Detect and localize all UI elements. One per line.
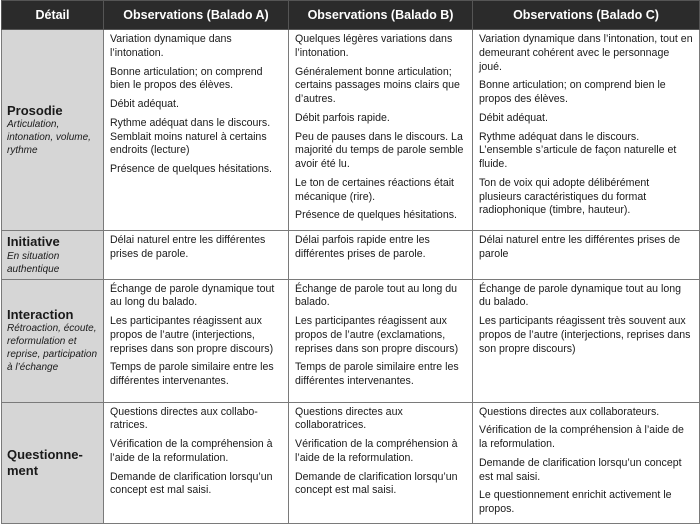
observation: Questions directes aux collaboratrices.: [295, 405, 403, 432]
header-balado-b: Observations (Balado B): [289, 1, 473, 30]
observation: Délai naturel entre les différentes prises de parole.: [110, 234, 266, 260]
observation: Échange de parole dynamique tout au long du balado.: [110, 282, 275, 309]
observation: Les participants réagissent très souvent aux propos de l’autre (interjections, reprises dans son propre discours): [479, 315, 691, 355]
row-title: Questionne-ment: [7, 447, 83, 478]
observation: Questions directes aux collaborateurs.: [479, 405, 660, 418]
cell-prosodie-c: [473, 30, 700, 231]
observation: Bonne articulation; on comprend bien le propos des élèves.: [110, 65, 263, 92]
header-detail: Détail: [2, 1, 104, 30]
header-balado-a: Observations (Balado A): [104, 1, 289, 30]
row-header-initiative: [2, 231, 104, 280]
observation: Délai naturel entre les différentes prises de parole: [479, 234, 681, 260]
cell-questionnement-c: [473, 402, 700, 523]
table-row: [2, 402, 700, 523]
observation: Le questionnement enrichit activement le propos.: [479, 489, 672, 516]
row-subtitle: En situation authentique: [7, 250, 60, 275]
observation: Vérification de la compréhension à l’aide de la reformulation.: [479, 424, 684, 451]
observation: Variation dynamique dans l’intonation.: [110, 33, 232, 59]
observation: Présence de quelques hésitations.: [295, 209, 457, 222]
observation: Demande de clarification lorsqu’un concept est mal saisi.: [110, 470, 273, 497]
observation-table: [1, 0, 700, 524]
observation: Le ton de certaines réactions était mécanique (rire).: [295, 176, 455, 203]
observation: Débit adéquat.: [479, 111, 548, 124]
cell-questionnement-a: [104, 402, 289, 523]
observation: Délai parfois rapide entre les différentes prises de parole.: [295, 234, 430, 260]
cell-initiative-c: [473, 231, 700, 280]
observation: Débit parfois rapide.: [295, 111, 390, 124]
observation: Temps de parole similaire entre les différentes intervenantes.: [295, 361, 459, 388]
row-subtitle: Articulation, intonation, volume, rythme: [7, 119, 91, 157]
row-header-interaction: [2, 279, 104, 402]
cell-interaction-a: [104, 279, 289, 402]
observation: Échange de parole dynamique tout au long du balado.: [479, 282, 682, 309]
observation: Échange de parole tout au long du balado.: [295, 282, 457, 309]
row-subtitle: Rétroaction, écoute, reformulation et reprise, participation à l’échange: [7, 323, 98, 374]
table-row: [2, 30, 700, 231]
observation: Les participantes réagissent aux propos de l’autre (interjections, reprises dans son propre discours): [110, 315, 274, 355]
observation: Présence de quelques hésitations.: [110, 163, 272, 176]
observation: Demande de clarification lorsqu’un concept est mal saisi.: [479, 456, 682, 483]
header-row: [2, 1, 700, 30]
cell-interaction-c: [473, 279, 700, 402]
observation: Ton de voix qui adopte délibérément plusieurs caractéristiques du format radiophonique (timbre, hauteur).: [479, 176, 650, 217]
row-title: Prosodie: [7, 102, 63, 118]
observation: Quelques légères variations dans l’intonation.: [295, 33, 453, 59]
row-header-questionnement: [2, 402, 104, 523]
observation: Peu de pauses dans le discours. La majorité du temps de parole semble avoir été lu.: [295, 130, 464, 171]
cell-interaction-b: [289, 279, 473, 402]
observation: Temps de parole similaire entre les différentes intervenantes.: [110, 361, 274, 388]
observation: Vérification de la compréhension à l’aide de la reformulation.: [110, 438, 273, 464]
row-header-prosodie: [2, 30, 104, 231]
observation: Débit adéquat.: [110, 98, 179, 111]
table-row: [2, 279, 700, 402]
observation: Vérification de la compréhension à l’aide de la reformulation.: [295, 438, 458, 464]
cell-initiative-b: [289, 231, 473, 280]
header-balado-c: Observations (Balado C): [473, 1, 700, 30]
cell-questionnement-b: [289, 402, 473, 523]
table-row: [2, 231, 700, 280]
observation: Généralement bonne articulation; certains passages moins clairs que d’autres.: [295, 65, 460, 106]
cell-prosodie-a: [104, 30, 289, 231]
observation: Rythme adéquat dans le discours. L’ensemble s’articule de façon naturelle et fluide.: [479, 130, 677, 171]
row-title: Initiative: [7, 234, 60, 249]
observation: Les participantes réagissent aux propos de l’autre (exclamations, reprises dans son propre discours): [295, 315, 459, 355]
cell-prosodie-b: [289, 30, 473, 231]
row-title: Interaction: [7, 306, 74, 322]
observation: Rythme adéquat dans le discours. Semblait moins naturel à certains endroits (lecture): [110, 116, 271, 157]
observation: Bonne articulation; on comprend bien le propos des élèves.: [479, 79, 666, 106]
observation: Variation dynamique dans l’intonation, tout en demeurant cohérent avec le personnage joué.: [479, 33, 693, 73]
observation: Questions directes aux collabo-ratrices.: [110, 405, 258, 432]
observation: Demande de clarification lorsqu’un concept est mal saisi.: [295, 470, 458, 497]
cell-initiative-a: [104, 231, 289, 280]
